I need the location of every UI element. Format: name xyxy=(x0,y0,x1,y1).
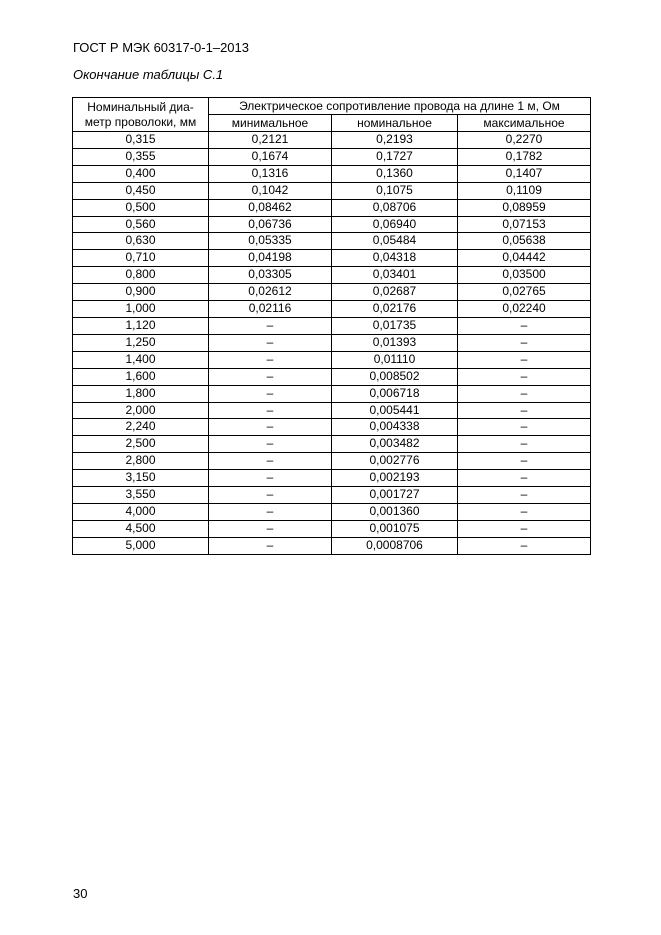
nominal-resistance-cell: 0,001727 xyxy=(332,487,458,504)
table-row xyxy=(73,165,591,182)
nominal-resistance-cell: 0,2193 xyxy=(332,132,458,149)
min-resistance-cell: 0,1316 xyxy=(209,165,332,182)
min-resistance-cell: – xyxy=(209,503,332,520)
diameter-cell: 3,550 xyxy=(73,487,209,504)
table-row xyxy=(73,470,591,487)
table-row xyxy=(73,132,591,149)
table-row xyxy=(73,216,591,233)
min-resistance-cell: – xyxy=(209,385,332,402)
nominal-resistance-cell: 0,02176 xyxy=(332,301,458,318)
table-row xyxy=(73,233,591,250)
min-resistance-cell: 0,02116 xyxy=(209,301,332,318)
diameter-cell: 0,710 xyxy=(73,250,209,267)
nominal-resistance-cell: 0,01735 xyxy=(332,317,458,334)
table-row xyxy=(73,419,591,436)
diameter-cell: 1,600 xyxy=(73,368,209,385)
table-body xyxy=(73,132,591,555)
max-resistance-cell: – xyxy=(458,334,591,351)
table-row xyxy=(73,487,591,504)
diameter-cell: 3,150 xyxy=(73,470,209,487)
diameter-cell: 0,900 xyxy=(73,284,209,301)
nominal-resistance-cell: 0,08706 xyxy=(332,199,458,216)
max-resistance-cell: 0,03500 xyxy=(458,267,591,284)
table-row xyxy=(73,351,591,368)
max-resistance-cell: 0,1109 xyxy=(458,182,591,199)
table-row xyxy=(73,503,591,520)
diameter-cell: 0,500 xyxy=(73,199,209,216)
table-row xyxy=(73,148,591,165)
min-resistance-cell: – xyxy=(209,402,332,419)
table-row xyxy=(73,436,591,453)
diameter-cell: 0,315 xyxy=(73,132,209,149)
diameter-cell: 5,000 xyxy=(73,537,209,554)
nominal-resistance-cell: 0,003482 xyxy=(332,436,458,453)
max-resistance-cell: 0,04442 xyxy=(458,250,591,267)
max-resistance-cell: – xyxy=(458,487,591,504)
min-resistance-cell: 0,04198 xyxy=(209,250,332,267)
max-resistance-cell: 0,08959 xyxy=(458,199,591,216)
table-row xyxy=(73,284,591,301)
max-resistance-cell: 0,07153 xyxy=(458,216,591,233)
nominal-resistance-cell: 0,005441 xyxy=(332,402,458,419)
table-row xyxy=(73,537,591,554)
table-row xyxy=(73,520,591,537)
table-row xyxy=(73,250,591,267)
table-row xyxy=(73,402,591,419)
max-resistance-cell: – xyxy=(458,351,591,368)
nominal-resistance-cell: 0,0008706 xyxy=(332,537,458,554)
diameter-header-line2: метр проволоки, мм xyxy=(84,114,197,129)
diameter-cell: 1,000 xyxy=(73,301,209,318)
min-resistance-cell: – xyxy=(209,368,332,385)
max-resistance-cell: 0,2270 xyxy=(458,132,591,149)
table-row xyxy=(73,267,591,284)
resistance-group-header: Электрическое сопротивление провода на длине 1 м, Ом xyxy=(209,98,591,115)
diameter-header-line1: Номинальный диа- xyxy=(87,99,194,114)
min-resistance-cell: 0,08462 xyxy=(209,199,332,216)
table-row xyxy=(73,199,591,216)
max-resistance-cell: 0,02240 xyxy=(458,301,591,318)
max-resistance-cell: – xyxy=(458,520,591,537)
min-resistance-cell: 0,02612 xyxy=(209,284,332,301)
table-row xyxy=(73,334,591,351)
nominal-resistance-cell: 0,03401 xyxy=(332,267,458,284)
table-row xyxy=(73,182,591,199)
max-resistance-cell: – xyxy=(458,470,591,487)
max-resistance-cell: 0,05638 xyxy=(458,233,591,250)
diameter-cell: 0,450 xyxy=(73,182,209,199)
min-resistance-cell: – xyxy=(209,520,332,537)
min-resistance-cell: – xyxy=(209,487,332,504)
nominal-resistance-cell: 0,04318 xyxy=(332,250,458,267)
table-row xyxy=(73,453,591,470)
diameter-cell: 2,240 xyxy=(73,419,209,436)
nominal-resistance-cell: 0,008502 xyxy=(332,368,458,385)
nominal-resistance-cell: 0,1360 xyxy=(332,165,458,182)
diameter-cell: 1,120 xyxy=(73,317,209,334)
nominal-resistance-cell: 0,01110 xyxy=(332,351,458,368)
min-resistance-cell: – xyxy=(209,334,332,351)
max-resistance-cell: 0,02765 xyxy=(458,284,591,301)
table-row xyxy=(73,301,591,318)
min-resistance-cell: 0,03305 xyxy=(209,267,332,284)
table-row xyxy=(73,317,591,334)
diameter-cell: 0,560 xyxy=(73,216,209,233)
max-resistance-cell: – xyxy=(458,436,591,453)
min-column-header: минимальное xyxy=(209,115,332,132)
nominal-resistance-cell: 0,002193 xyxy=(332,470,458,487)
table-row xyxy=(73,385,591,402)
diameter-column-header xyxy=(73,98,209,132)
diameter-cell: 2,000 xyxy=(73,402,209,419)
max-resistance-cell: 0,1782 xyxy=(458,148,591,165)
nominal-resistance-cell: 0,05484 xyxy=(332,233,458,250)
max-resistance-cell: – xyxy=(458,503,591,520)
min-resistance-cell: 0,2121 xyxy=(209,132,332,149)
max-resistance-cell: – xyxy=(458,453,591,470)
diameter-cell: 0,630 xyxy=(73,233,209,250)
min-resistance-cell: – xyxy=(209,419,332,436)
nominal-resistance-cell: 0,02687 xyxy=(332,284,458,301)
min-resistance-cell: – xyxy=(209,317,332,334)
diameter-cell: 1,250 xyxy=(73,334,209,351)
max-resistance-cell: – xyxy=(458,368,591,385)
max-resistance-cell: 0,1407 xyxy=(458,165,591,182)
diameter-cell: 1,800 xyxy=(73,385,209,402)
table-row xyxy=(73,368,591,385)
max-resistance-cell: – xyxy=(458,537,591,554)
diameter-cell: 4,000 xyxy=(73,503,209,520)
min-resistance-cell: – xyxy=(209,470,332,487)
resistance-table xyxy=(72,97,591,555)
nominal-resistance-cell: 0,1727 xyxy=(332,148,458,165)
diameter-cell: 0,800 xyxy=(73,267,209,284)
min-resistance-cell: – xyxy=(209,453,332,470)
nominal-resistance-cell: 0,001075 xyxy=(332,520,458,537)
nominal-resistance-cell: 0,06940 xyxy=(332,216,458,233)
min-resistance-cell: – xyxy=(209,537,332,554)
nominal-resistance-cell: 0,01393 xyxy=(332,334,458,351)
diameter-cell: 2,800 xyxy=(73,453,209,470)
min-resistance-cell: 0,05335 xyxy=(209,233,332,250)
max-resistance-cell: – xyxy=(458,402,591,419)
max-resistance-cell: – xyxy=(458,317,591,334)
nominal-resistance-cell: 0,006718 xyxy=(332,385,458,402)
min-resistance-cell: – xyxy=(209,436,332,453)
table-caption: Окончание таблицы С.1 xyxy=(73,67,224,82)
nominal-resistance-cell: 0,002776 xyxy=(332,453,458,470)
max-resistance-cell: – xyxy=(458,419,591,436)
diameter-cell: 4,500 xyxy=(73,520,209,537)
max-column-header: максимальное xyxy=(458,115,591,132)
min-resistance-cell: 0,1674 xyxy=(209,148,332,165)
min-resistance-cell: 0,1042 xyxy=(209,182,332,199)
min-resistance-cell: – xyxy=(209,351,332,368)
diameter-cell: 1,400 xyxy=(73,351,209,368)
nominal-column-header: номинальное xyxy=(332,115,458,132)
diameter-cell: 2,500 xyxy=(73,436,209,453)
diameter-cell: 0,400 xyxy=(73,165,209,182)
nominal-resistance-cell: 0,001360 xyxy=(332,503,458,520)
page-number: 30 xyxy=(73,886,88,901)
nominal-resistance-cell: 0,1075 xyxy=(332,182,458,199)
min-resistance-cell: 0,06736 xyxy=(209,216,332,233)
diameter-cell: 0,355 xyxy=(73,148,209,165)
document-header-code: ГОСТ Р МЭК 60317-0-1–2013 xyxy=(73,40,249,55)
nominal-resistance-cell: 0,004338 xyxy=(332,419,458,436)
max-resistance-cell: – xyxy=(458,385,591,402)
